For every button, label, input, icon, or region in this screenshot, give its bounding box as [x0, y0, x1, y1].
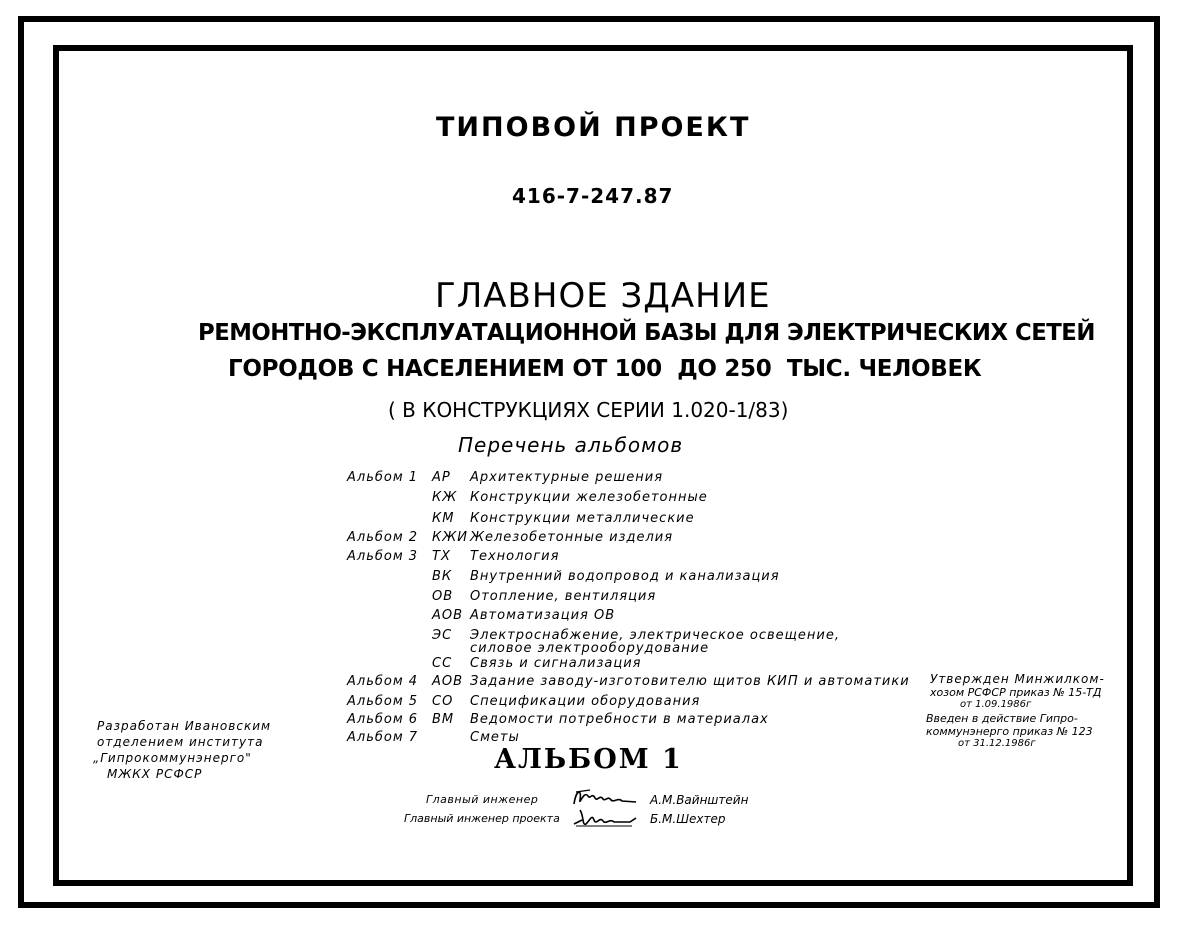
title-line-2: РЕМОНТНО-ЭКСПЛУАТАЦИОННОЙ БАЗЫ ДЛЯ ЭЛЕКТРИЧЕСКИХ СЕТЕЙ [198, 320, 1095, 346]
doc-type-heading: ТИПОВОЙ ПРОЕКТ [436, 112, 751, 143]
approval-line-5: коммунэнерго приказ № 123 [926, 725, 1093, 738]
album-code: ВМ [432, 712, 455, 727]
signature-role-1: Главный инженер [426, 793, 539, 806]
album-code: ОВ [432, 589, 454, 604]
project-number: 416-7-247.87 [512, 184, 674, 208]
signature-name-1: А.М.Вайнштейн [650, 793, 749, 807]
list-item [0, 589, 1184, 607]
signature-name-2: Б.М.Шехтер [650, 812, 726, 826]
signature-role-2: Главный инженер проекта [404, 812, 560, 825]
album-label: Альбом 5 [347, 694, 419, 709]
approval-line-3: от 1.09.1986г [960, 699, 1032, 710]
title-line-1: ГЛАВНОЕ ЗДАНИЕ [435, 276, 771, 316]
album-desc: Спецификации оборудования [470, 694, 701, 709]
developer-line-4: МЖКХ РСФСР [107, 767, 203, 781]
developer-line-3: „Гипрокоммунэнерго" [93, 751, 252, 765]
series-note: ( В КОНСТРУКЦИЯХ СЕРИИ 1.020-1/83) [388, 398, 789, 422]
album-code: КЖ [432, 490, 458, 505]
list-item [0, 470, 1184, 488]
album-label: Альбом 6 [347, 712, 419, 727]
approval-line-2: хозом РСФСР приказ № 15-ТД [930, 686, 1102, 699]
album-desc: Конструкции металлические [470, 511, 695, 526]
album-desc: Ведомости потребности в материалах [470, 712, 769, 727]
album-desc: Задание заводу-изготовителю щитов КИП и автоматики [470, 674, 910, 689]
album-desc: Конструкции железобетонные [470, 490, 708, 505]
developer-line-1: Разработан Ивановским [97, 719, 272, 733]
album-desc: Сметы [470, 730, 520, 745]
approval-line-4: Введен в действие Гипро- [926, 712, 1078, 725]
title-line-3: ГОРОДОВ С НАСЕЛЕНИЕМ ОТ 100 ДО 250 ТЫС. ЧЕЛОВЕК [228, 356, 982, 382]
album-desc: Внутренний водопровод и канализация [470, 569, 780, 584]
album-desc: Автоматизация ОВ [470, 608, 616, 623]
list-item [0, 549, 1184, 567]
album-code: ВК [432, 569, 453, 584]
album-desc: Железобетонные изделия [470, 530, 674, 545]
album-label: Альбом 3 [347, 549, 419, 564]
current-album-title: АЛЬБОМ 1 [494, 744, 683, 775]
album-label: Альбом 7 [347, 730, 419, 745]
album-label: Альбом 4 [347, 674, 419, 689]
album-code: КМ [432, 511, 455, 526]
album-code: СС [432, 656, 453, 671]
album-code: АОВ [432, 674, 464, 689]
album-code: СО [432, 694, 454, 709]
approval-line-1: Утвержден Минжилком- [930, 672, 1105, 686]
list-item [0, 490, 1184, 508]
album-code: АР [432, 470, 451, 485]
album-desc: Связь и сигнализация [470, 656, 642, 671]
approval-line-6: от 31.12.1986г [958, 738, 1036, 749]
album-code: ТХ [432, 549, 451, 564]
signature-mark-2 [572, 806, 642, 832]
developer-line-2: отделением института [97, 735, 264, 749]
album-code: КЖИ [432, 530, 468, 545]
album-code: АОВ [432, 608, 464, 623]
list-item [0, 608, 1184, 626]
list-item [0, 569, 1184, 587]
album-desc: Электроснабжение, электрическое освещение, [470, 628, 840, 643]
album-code: ЭС [432, 628, 453, 643]
list-item [0, 530, 1184, 548]
album-desc: Отопление, вентиляция [470, 589, 657, 604]
list-item [0, 511, 1184, 529]
albums-heading: Перечень альбомов [458, 433, 684, 457]
album-desc: Архитектурные решения [470, 470, 664, 485]
album-desc: силовое электрооборудование [470, 641, 710, 656]
album-label: Альбом 1 [347, 470, 419, 485]
album-desc: Технология [470, 549, 560, 564]
album-label: Альбом 2 [347, 530, 419, 545]
